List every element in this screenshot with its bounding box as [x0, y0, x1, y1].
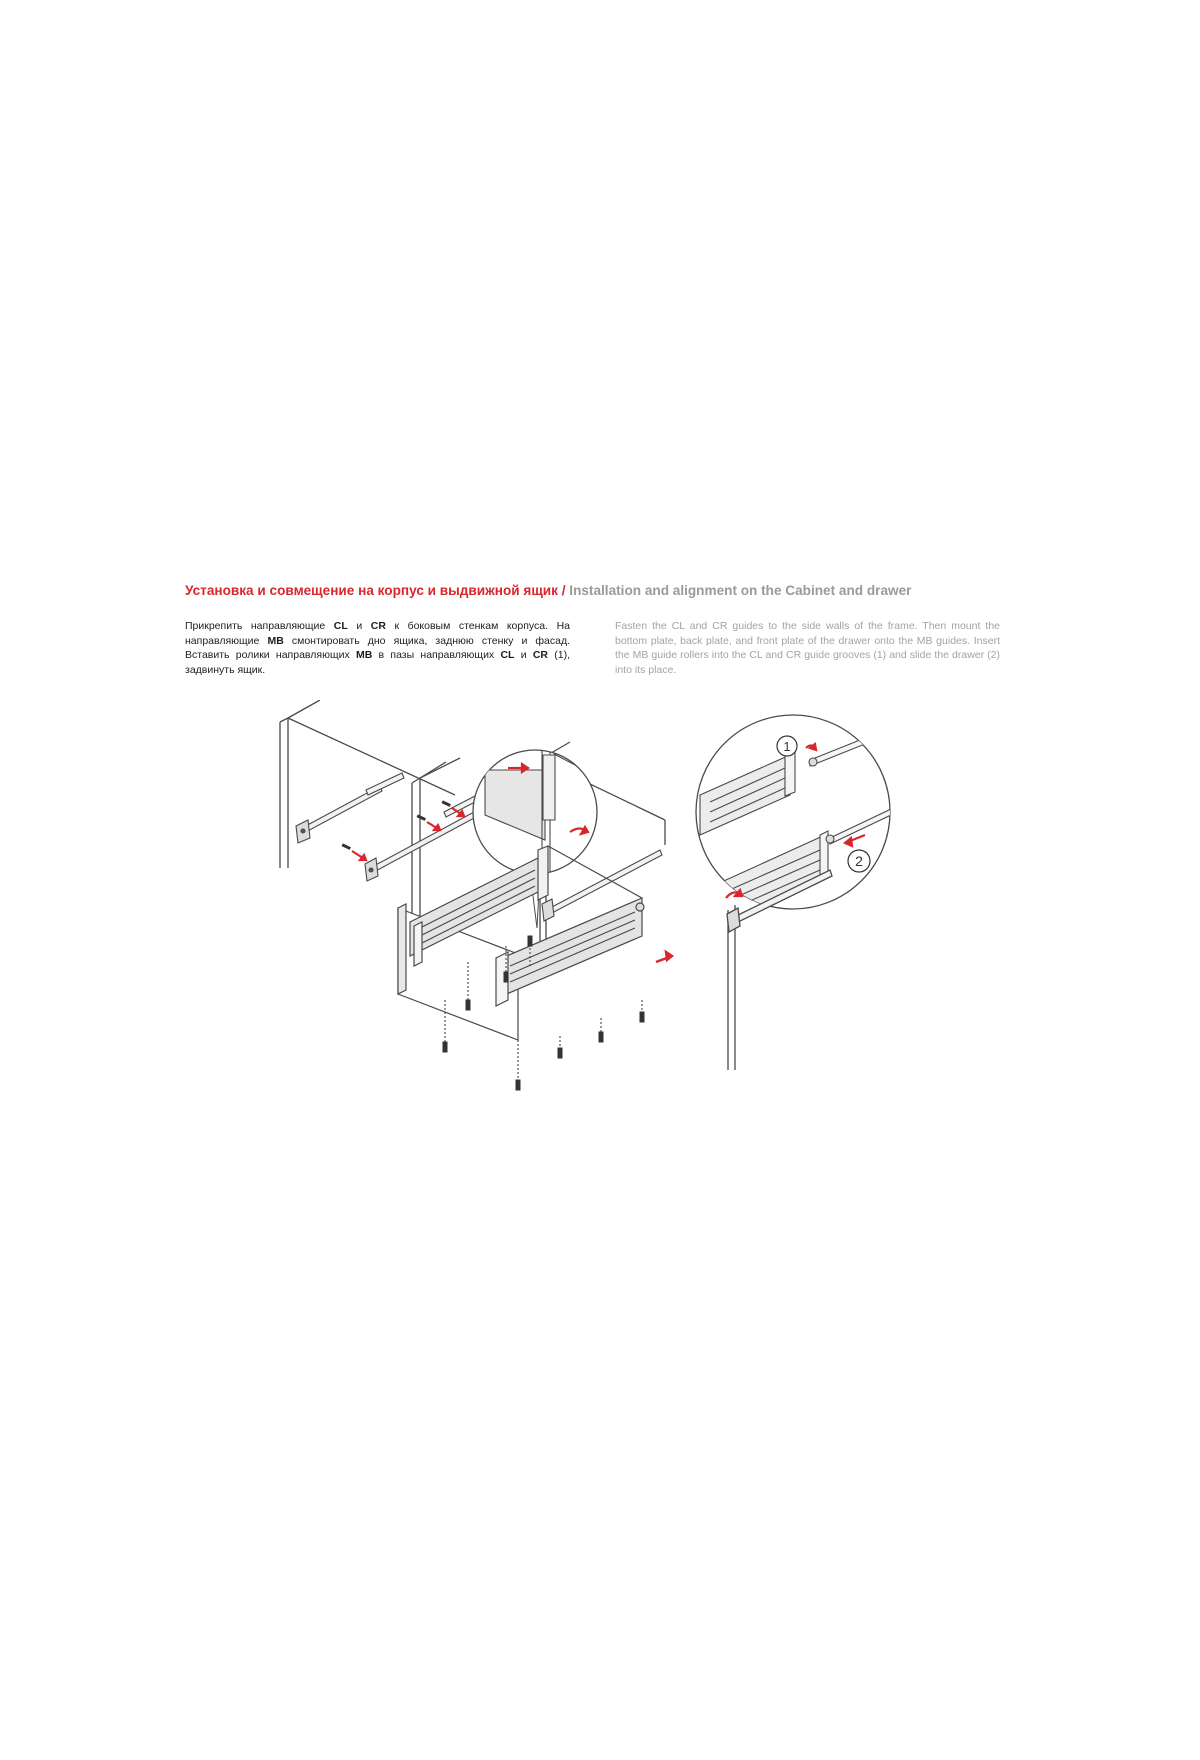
red-arrow-drawer — [656, 952, 672, 962]
red-arrow-right — [726, 890, 742, 898]
assembly-diagram — [270, 700, 910, 1160]
instructions-russian: Прикрепить направляющие CL и CR к боковым стенкам корпуса. На направляющие MB смонтировать дно ящика, заднюю стенку и фасад. Вставить ролики направляющих MB в пазы направляющих CL и CR (1), задвинуть ящик. — [185, 620, 571, 676]
drawer-assembly — [398, 846, 644, 1040]
assembly-illustration — [270, 700, 910, 1160]
screws-wall — [342, 800, 451, 850]
callout-2 — [848, 850, 870, 872]
section-title — [185, 583, 1015, 598]
title-english: Installation and alignment on the Cabinet and drawer — [569, 583, 912, 598]
detail-circle-rollers — [696, 715, 910, 925]
title-separator: / — [561, 583, 566, 598]
callout-1 — [777, 736, 797, 756]
title-russian: Установка и совмещение на корпус и выдвижной ящик — [185, 583, 558, 598]
instructions-english: Fasten the CL and CR guides to the side walls of the frame. Then mount the bottom plate, back plate, and front plate of the drawer onto the MB guides. Insert the MB guide rollers into the CL and CR guide grooves (1) and slide the drawer (2) into its place. — [615, 620, 1000, 676]
svg-text:1: 1 — [783, 739, 791, 754]
svg-text:2: 2 — [855, 853, 863, 869]
guide-rail-left-wall — [296, 773, 404, 843]
